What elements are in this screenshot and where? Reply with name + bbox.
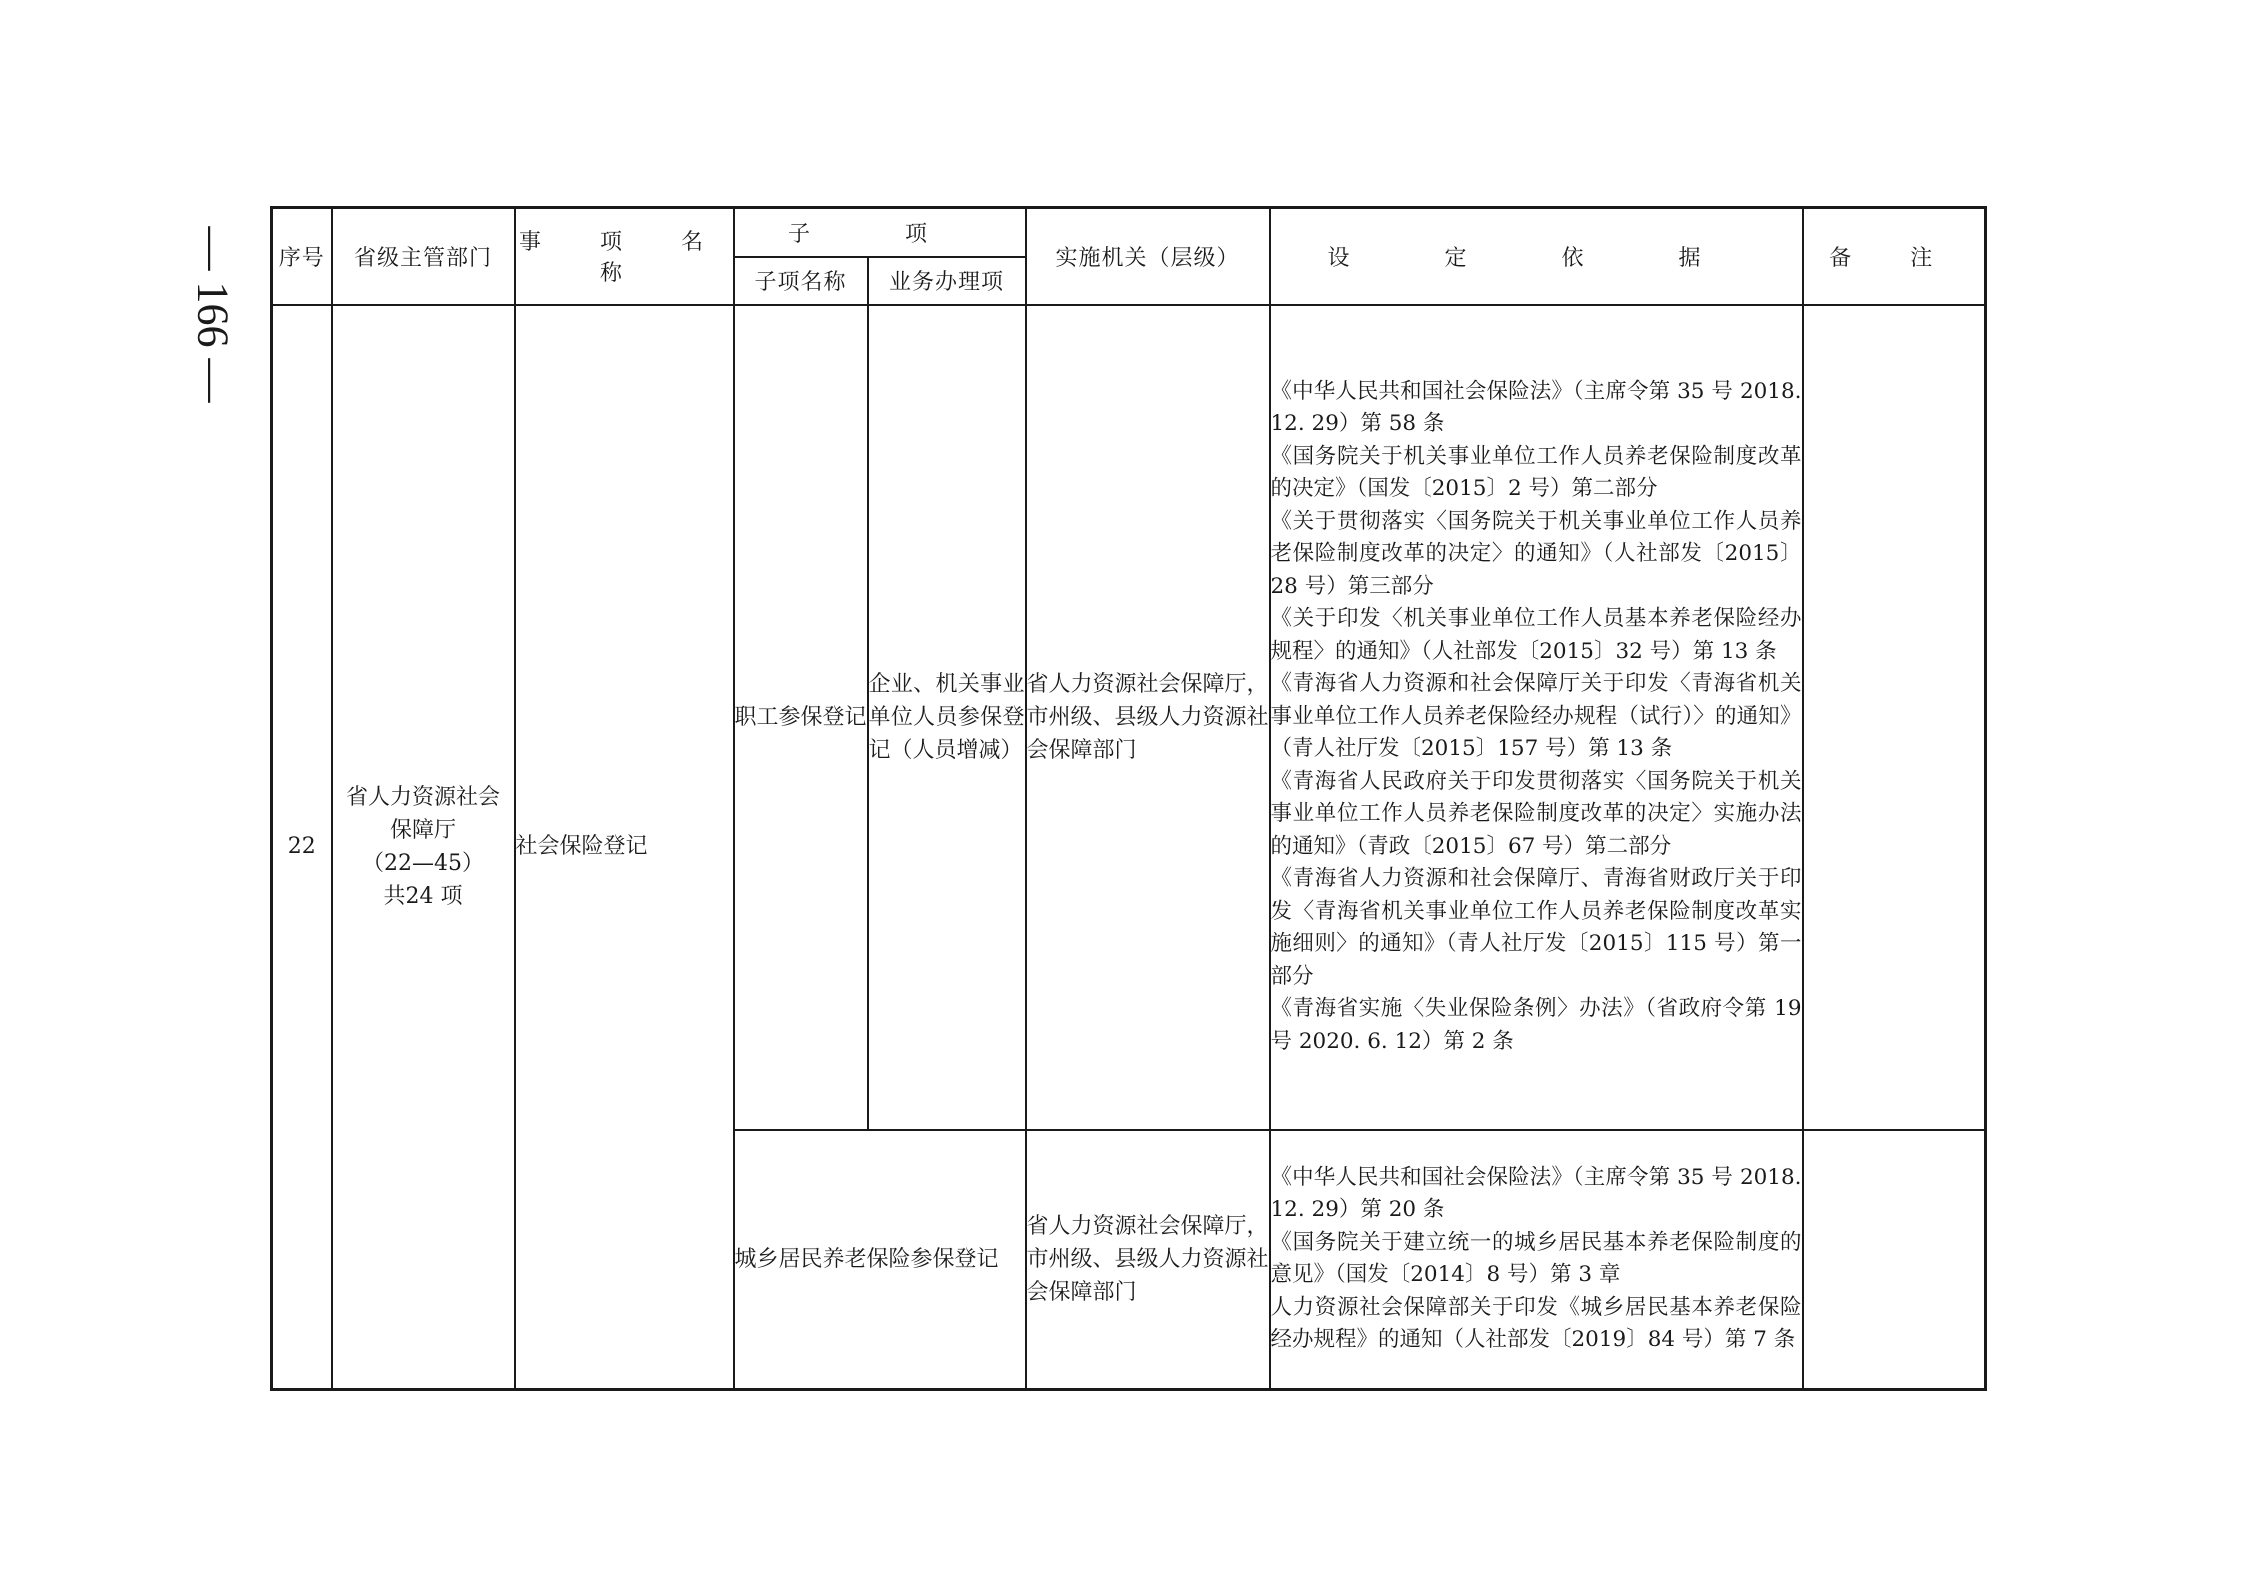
basis-entry: 《中华人民共和国社会保险法》（主席令第 35 号 2018. 12. 29）第 20 条 xyxy=(1270,1164,1802,1223)
basis-entry: 《关于印发〈机关事业单位工作人员基本养老保险经办规程〉的通知》（人社部发〔2015〕32 号）第 13 条 xyxy=(1270,606,1802,664)
basis-entry: 《关于贯彻落实〈国务院关于机关事业单位工作人员养老保险制度改革的决定〉的通知》（人社部发〔2015〕28 号）第三部分 xyxy=(1270,508,1802,599)
basis-entry: 《青海省人力资源和社会保障厅、青海省财政厅关于印发〈青海省机关事业单位工作人员养老保险制度改革实施细则〉的通知》（青人社厅发〔2015〕115 号）第一部分 xyxy=(1270,866,1802,989)
sub2-name: 城乡居民养老保险参保登记 xyxy=(734,1130,1026,1390)
sub1-note xyxy=(1803,305,1986,1130)
basis-entry: 《中华人民共和国社会保险法》（主席令第 35 号 2018. 12. 29）第 58 条 xyxy=(1270,378,1802,437)
row-dept xyxy=(332,305,515,1390)
basis-entry: 人力资源社会保障部关于印发《城乡居民基本养老保险经办规程》的通知（人社部发〔2019〕84 号）第 7 条 xyxy=(1270,1294,1802,1353)
header-dept: 省级主管部门 xyxy=(332,208,515,305)
basis-entry: 《青海省实施〈失业保险条例〉办法》（省政府令第 19 号 2020. 6. 12）第 2 条 xyxy=(1270,996,1802,1054)
basis-entry: 《国务院关于机关事业单位工作人员养老保险制度改革的决定》（国发〔2015〕2 号）第二部分 xyxy=(1270,443,1802,502)
header-sub-item: 子 项 xyxy=(734,208,1026,257)
basis-entry: 《青海省人民政府关于印发贯彻落实〈国务院关于机关事业单位工作人员养老保险制度改革的决定〉实施办法的通知》（青政〔2015〕67 号）第二部分 xyxy=(1270,768,1802,859)
dept-line: （22—45） xyxy=(362,850,484,876)
sub1-business: 企业、机关事业单位人员参保登记（人员增减） xyxy=(868,305,1026,1130)
header-note: 备 注 xyxy=(1803,208,1986,305)
items-table xyxy=(270,206,1987,1391)
dept-line: 保障厅 xyxy=(389,817,456,843)
basis-entry: 《国务院关于建立统一的城乡居民基本养老保险制度的意见》（国发〔2014〕8 号）第 3 章 xyxy=(1270,1229,1802,1288)
dept-line: 共24 项 xyxy=(383,883,463,909)
sub2-note xyxy=(1803,1130,1986,1390)
row-seq: 22 xyxy=(272,305,332,1390)
header-seq: 序号 xyxy=(272,208,332,305)
sub2-basis xyxy=(1270,1130,1803,1390)
basis-entry: 《青海省人力资源和社会保障厅关于印发〈青海省机关事业单位工作人员养老保险经办规程（试行）〉的通知》（青人社厅发〔2015〕157 号）第 13 条 xyxy=(1270,671,1802,762)
header-item-name: 事 项 名 称 xyxy=(515,208,734,305)
sub2-agency: 省人力资源社会保障厅，市州级、县级人力资源社会保障部门 xyxy=(1026,1130,1270,1390)
dept-line: 省人力资源社会 xyxy=(345,784,500,810)
header-basis: 设 定 依 据 xyxy=(1270,208,1803,305)
sub1-basis xyxy=(1270,305,1803,1130)
header-agency: 实施机关（层级） xyxy=(1026,208,1270,305)
sub1-agency: 省人力资源社会保障厅，市州级、县级人力资源社会保障部门 xyxy=(1026,305,1270,1130)
sub1-name: 职工参保登记 xyxy=(734,305,868,1130)
page-number: — 166 — xyxy=(188,226,238,403)
row-item-name: 社会保险登记 xyxy=(515,305,734,1390)
header-business: 业务办理项 xyxy=(868,257,1026,305)
header-sub-name: 子项名称 xyxy=(734,257,868,305)
